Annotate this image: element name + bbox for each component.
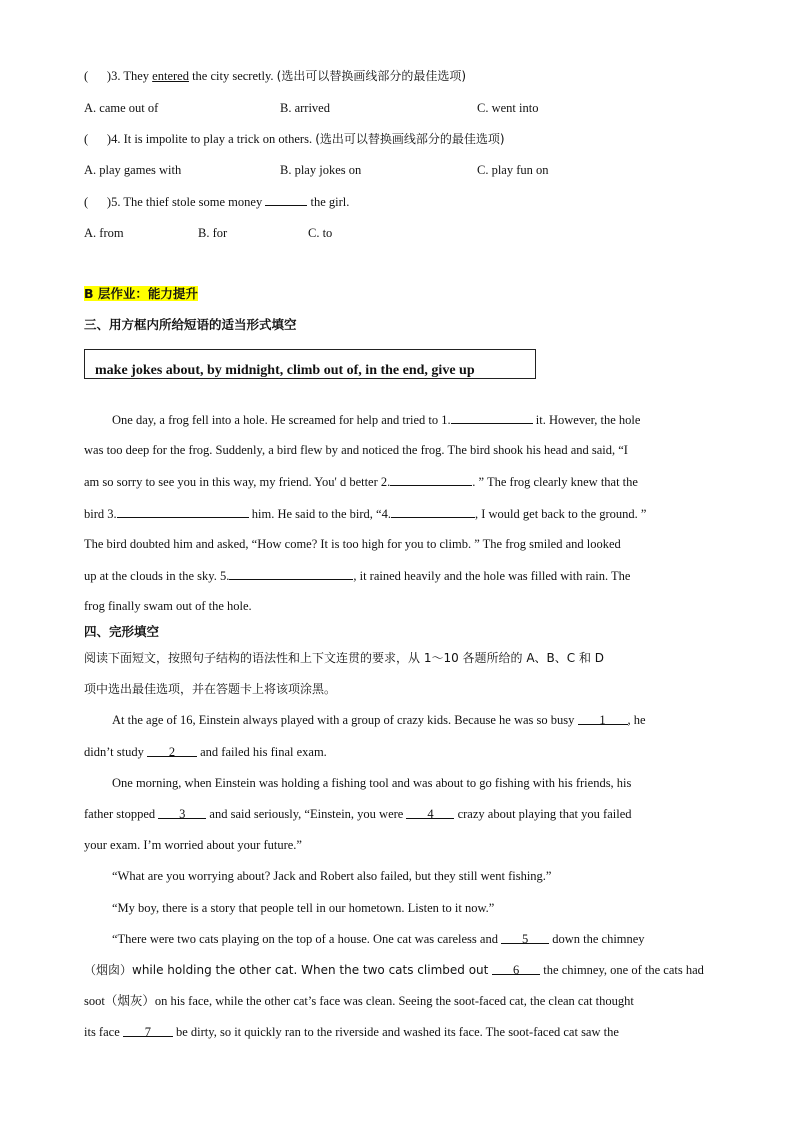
passage2-line: soot（烟灰）on his face, while the other cat’s face was clean. Seeing the soot-faced cat, the clean cat thought	[84, 994, 634, 1008]
section-b-heading: B 层作业：能力提升	[84, 286, 198, 301]
option-c: C. play fun on	[477, 163, 549, 177]
instructions-line: 项中选出最佳选项，并在答题卡上将该项涂黑。	[84, 682, 337, 696]
option-b: B. arrived	[280, 101, 330, 115]
passage2-line: “There were two cats playing on the top of a house. One cat was careless and 5 down the chimney	[112, 932, 645, 946]
phrase-box	[84, 349, 536, 379]
passage2-line: （烟囱）while holding the other cat. When the two cats climbed out 6 the chimney, one of the cats had	[84, 963, 704, 977]
answer-paren: ( )	[84, 132, 112, 146]
option-b: B. for	[198, 226, 228, 240]
passage2-line: One morning, when Einstein was holding a fishing tool and was about to go fishing with his friends, his	[112, 776, 632, 790]
passage1-line: was too deep for the frog. Suddenly, a bird flew by and noticed the frog. The bird shook his head and said, “I	[84, 443, 628, 457]
passage2-line: its face 7 be dirty, so it quickly ran to the riverside and washed its face. The soot-faced cat saw the	[84, 1025, 619, 1039]
blank-2: 2	[147, 744, 197, 757]
passage2-line: At the age of 16, Einstein always played with a group of crazy kids. Because he was so busy 1 , he	[112, 713, 646, 727]
section-4-heading: 四、完形填空	[84, 624, 160, 639]
question-4: ( )4. It is impolite to play a trick on others. (选出可以替换画线部分的最佳选项)	[84, 132, 505, 146]
blank-4	[391, 505, 475, 518]
blank-1	[451, 411, 533, 424]
phrase-list: make jokes about, by midnight, climb out of, in the end, give up	[95, 363, 475, 378]
blank-3: 3	[158, 806, 206, 819]
passage2-line: father stopped 3 and said seriously, “Einstein, you were 4 crazy about playing that you failed	[84, 807, 632, 821]
answer-paren: ( )	[84, 69, 112, 83]
passage1-line: bird 3. him. He said to the bird, “4. , I would get back to the ground. ”	[84, 507, 647, 521]
blank-6: 6	[492, 962, 540, 975]
blank-5	[229, 567, 353, 580]
section-3-heading: 三、用方框内所给短语的适当形式填空	[84, 317, 297, 332]
blank-2	[390, 473, 472, 486]
passage2-line: “My boy, there is a story that people tell in our hometown. Listen to it now.”	[112, 901, 495, 915]
passage2-line: “What are you worrying about? Jack and Robert also failed, but they still went fishing.”	[112, 869, 552, 883]
passage1-line: The bird doubted him and asked, “How come? It is too high for you to climb. ” The frog smiled and looked	[84, 537, 621, 551]
passage1-line: am so sorry to see you in this way, my friend. You' d better 2. . ” The frog clearly knew that the	[84, 475, 638, 489]
option-a: A. came out of	[84, 101, 159, 115]
option-a: A. play games with	[84, 163, 182, 177]
answer-blank	[265, 193, 307, 206]
underlined-word: entered	[152, 69, 189, 83]
option-c: C. to	[308, 226, 333, 240]
option-b: B. play jokes on	[280, 163, 362, 177]
passage2-line: didn’t study 2 and failed his final exam.	[84, 745, 327, 759]
answer-paren: ( )	[84, 195, 112, 209]
passage1-line: One day, a frog fell into a hole. He screamed for help and tried to 1. it. However, the hole	[112, 413, 641, 427]
blank-1: 1	[578, 712, 628, 725]
blank-4: 4	[406, 806, 454, 819]
blank-5: 5	[501, 931, 549, 944]
blank-7: 7	[123, 1024, 173, 1037]
blank-3	[117, 505, 249, 518]
question-3: ( )3. They entered the city secretly. (选出可以替换画线部分的最佳选项)	[84, 69, 467, 83]
option-a: A. from	[84, 226, 124, 240]
passage1-line: up at the clouds in the sky. 5. , it rained heavily and the hole was filled with rain. The	[84, 569, 631, 583]
instructions-line: 阅读下面短文，按照句子结构的语法性和上下文连贯的要求，从 1～10 各题所给的 A、B、C 和 D	[84, 651, 605, 665]
question-5: ( )5. The thief stole some money the girl.	[84, 195, 350, 209]
passage2-line: your exam. I’m worried about your future.”	[84, 838, 302, 852]
passage1-line: frog finally swam out of the hole.	[84, 599, 252, 613]
option-c: C. went into	[477, 101, 539, 115]
